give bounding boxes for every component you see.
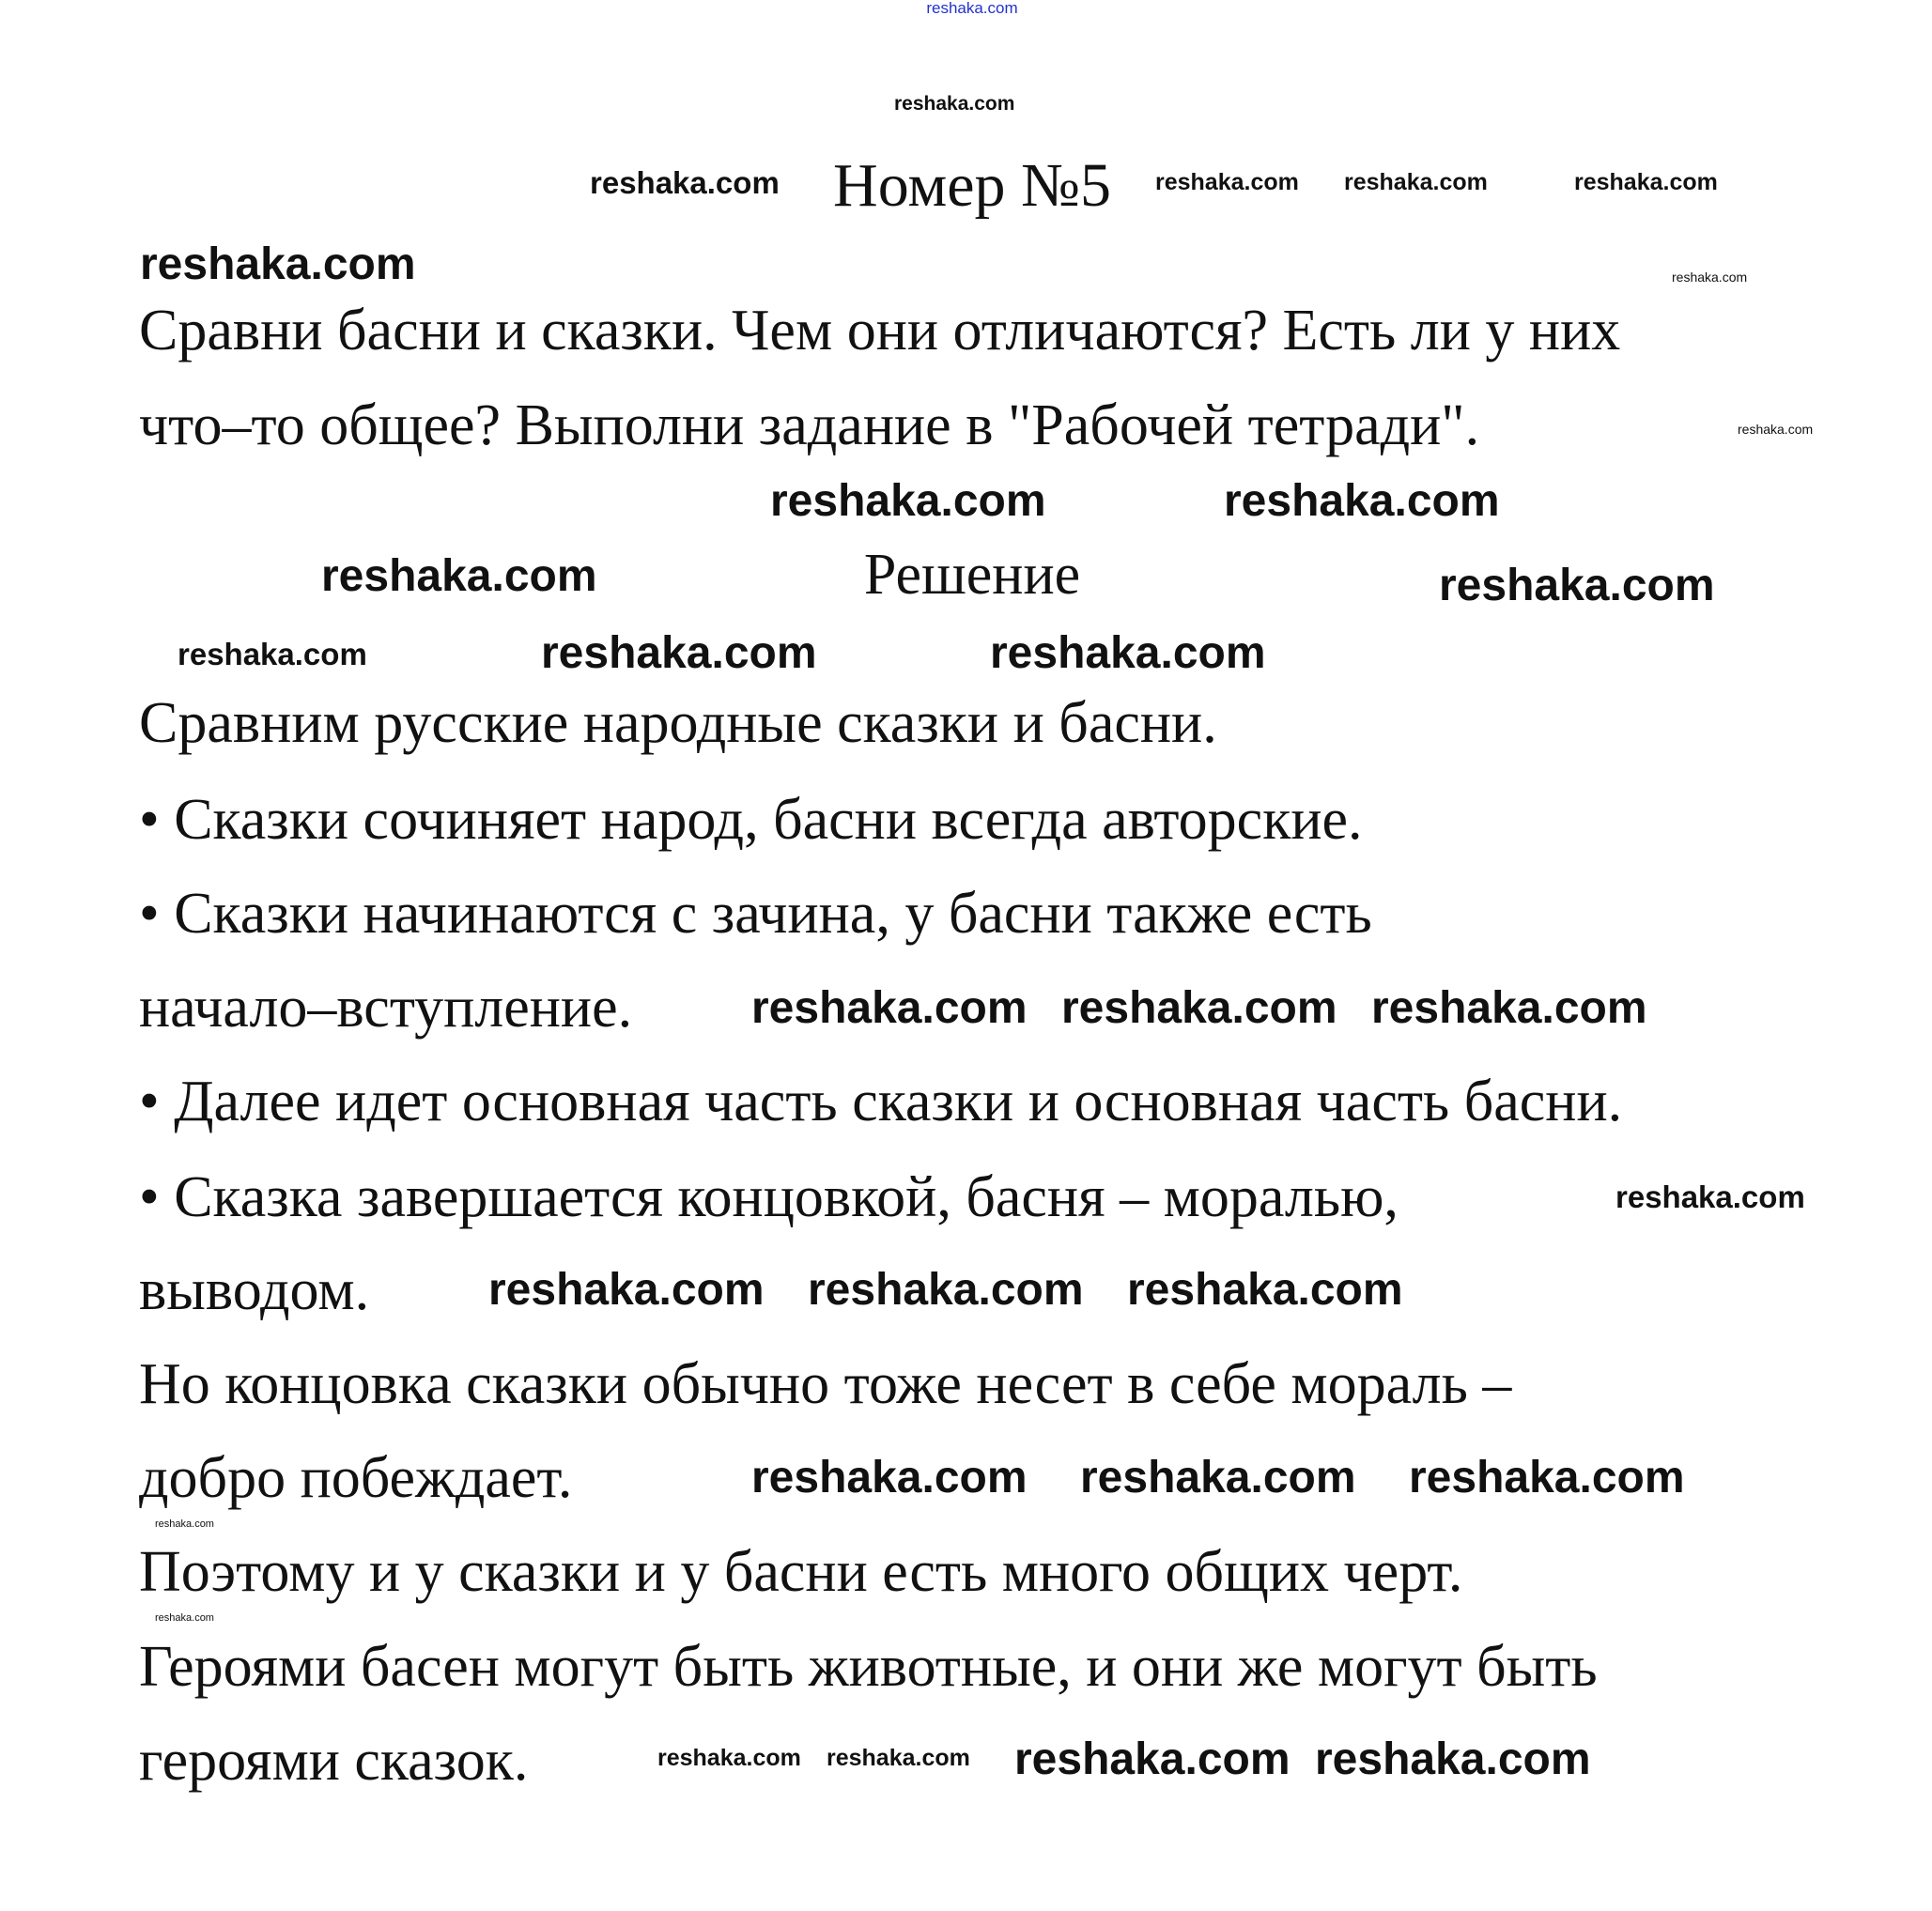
solution-line: Героями басен могут быть животные, и они же могут быть bbox=[139, 1635, 1598, 1699]
task-line: Сравни басни и сказки. Чем они отличаются? Есть ли у них bbox=[139, 299, 1621, 362]
watermark: reshaka.com bbox=[1344, 169, 1488, 195]
task-line: что–то общее? Выполни задание в "Рабочей тетради". bbox=[139, 393, 1480, 457]
site-link[interactable]: reshaka.com bbox=[926, 0, 1018, 17]
solution-line: • Далее идет основная часть сказки и основная часть басни. bbox=[139, 1070, 1623, 1133]
watermark: reshaka.com bbox=[140, 239, 416, 289]
solution-line: Но концовка сказки обычно тоже несет в себе мораль – bbox=[139, 1352, 1512, 1416]
watermark: reshaka.com bbox=[1080, 1453, 1356, 1503]
watermark: reshaka.com bbox=[1738, 422, 1814, 437]
watermark: reshaka.com bbox=[1014, 1734, 1291, 1784]
solution-heading: Решение bbox=[863, 543, 1081, 607]
page-title: Номер №5 bbox=[833, 151, 1111, 220]
watermark: reshaka.com bbox=[894, 93, 1015, 115]
watermark: reshaka.com bbox=[1439, 561, 1715, 610]
solution-line: • Сказки сочиняет народ, басни всегда авторские. bbox=[139, 788, 1363, 852]
solution-line: героями сказок. bbox=[139, 1729, 529, 1793]
watermark: reshaka.com bbox=[1371, 983, 1647, 1033]
watermark: reshaka.com bbox=[990, 628, 1266, 678]
watermark: reshaka.com bbox=[657, 1745, 801, 1771]
watermark: reshaka.com bbox=[751, 983, 1028, 1033]
watermark: reshaka.com bbox=[1127, 1265, 1403, 1315]
watermark: reshaka.com bbox=[1672, 270, 1748, 285]
solution-line: выводом. bbox=[139, 1258, 370, 1322]
watermark: reshaka.com bbox=[155, 1612, 214, 1624]
watermark: reshaka.com bbox=[541, 628, 817, 678]
watermark: reshaka.com bbox=[178, 637, 367, 671]
watermark: reshaka.com bbox=[770, 476, 1046, 526]
solution-line: • Сказки начинаются с зачина, у басни также есть bbox=[139, 882, 1372, 946]
watermark: reshaka.com bbox=[1409, 1453, 1685, 1503]
watermark: reshaka.com bbox=[1224, 476, 1500, 526]
solution-line: • Сказка завершается концовкой, басня – моралью, bbox=[139, 1165, 1399, 1229]
watermark: reshaka.com bbox=[751, 1453, 1028, 1503]
solution-line: Поэтому и у сказки и у басни есть много общих черт. bbox=[139, 1540, 1463, 1604]
watermark: reshaka.com bbox=[321, 551, 597, 601]
watermark: reshaka.com bbox=[155, 1518, 214, 1530]
watermark: reshaka.com bbox=[590, 165, 780, 200]
watermark: reshaka.com bbox=[808, 1265, 1084, 1315]
solution-line: Сравним русские народные сказки и басни. bbox=[139, 691, 1217, 755]
watermark: reshaka.com bbox=[827, 1745, 970, 1771]
solution-line: добро побеждает. bbox=[139, 1446, 573, 1510]
solution-line: начало–вступление. bbox=[139, 976, 633, 1040]
watermark: reshaka.com bbox=[488, 1265, 765, 1315]
watermark: reshaka.com bbox=[1574, 169, 1718, 195]
watermark: reshaka.com bbox=[1061, 983, 1337, 1033]
watermark: reshaka.com bbox=[1615, 1179, 1805, 1214]
watermark: reshaka.com bbox=[1155, 169, 1299, 195]
watermark: reshaka.com bbox=[1315, 1734, 1591, 1784]
